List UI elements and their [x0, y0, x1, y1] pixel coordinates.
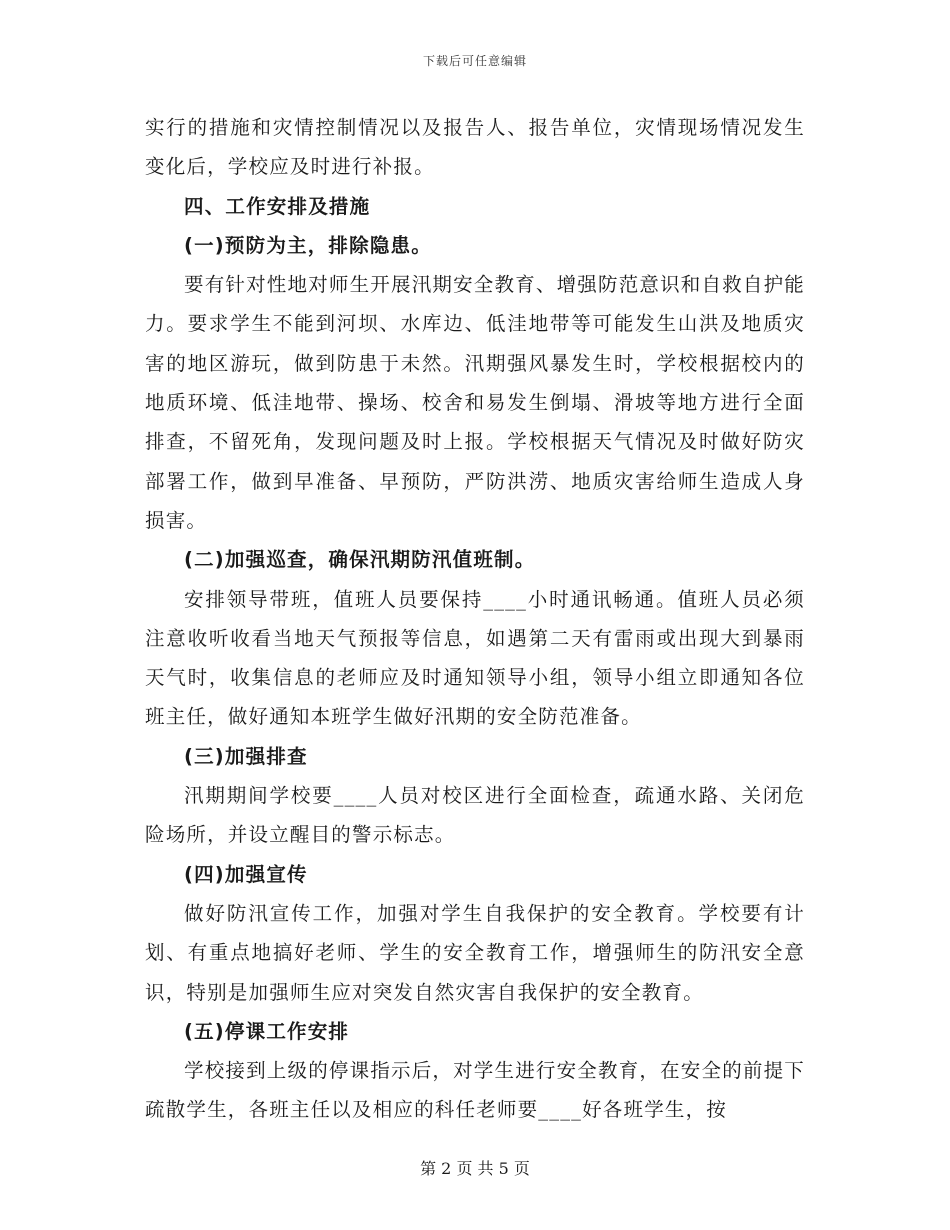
paragraph-inspection: 汛期期间学校要____人员对校区进行全面检查，疏通水路、关闭危险场所，并设立醒目的警示标志。 [145, 784, 805, 847]
subsection-heading-2: (二)加强巡查，确保汛期防汛值班制。 [184, 548, 536, 572]
paragraph-prevention: 要有针对性地对师生开展汛期安全教育、增强防范意识和自救自护能力。要求学生不能到河坝、水库边、低洼地带等可能发生山洪及地质灾害的地区游玩，做到防患于未然。汛期强风暴发生时，学校根据校内的地质环境、低洼地带、操场、校舍和易发生倒塌、滑坡等地方进行全面排查，不留死角，发现问题及时上报。学校根据天气情况及时做好防灾部署工作，做到早准备、早预防，严防洪涝、地质灾害给师生造成人身损害。 [145, 273, 806, 532]
section-heading-4: 四、工作安排及措施 [184, 194, 371, 218]
paragraph-publicity: 做好防汛宣传工作，加强对学生自我保护的安全教育。学校要有计划、有重点地搞好老师、学生的安全教育工作，增强师生的防汛安全意识，特别是加强师生应对突发自然灾害自我保护的安全教育。 [145, 901, 805, 1004]
paragraph-continued: 实行的措施和灾情控制情况以及报告人、报告单位，灾情现场情况发生变化后，学校应及时进行补报。 [145, 116, 805, 179]
paragraph-class-suspension: 学校接到上级的停课指示后，对学生进行安全教育，在安全的前提下疏散学生，各班主任以及相应的科任老师要____好各班学生，按 [145, 1059, 806, 1122]
subsection-heading-3: (三)加强排查 [184, 744, 308, 768]
paragraph-duty: 安排领导带班，值班人员要保持____小时通讯畅通。值班人员必须注意收听收看当地天气预报等信息，如遇第二天有雷雨或出现大到暴雨天气时，收集信息的老师应及时通知领导小组，领导小组立即通知各位班主任，做好通知本班学生做好汛期的安全防范准备。 [145, 587, 805, 729]
subsection-heading-4: (四)加强宣传 [184, 862, 308, 886]
subsection-heading-1: (一)预防为主，排除隐患。 [184, 233, 432, 257]
page-number: 第 2 页 共 5 页 [420, 1159, 530, 1178]
page-header: 下载后可任意编辑 [422, 54, 527, 68]
subsection-heading-5: (五)停课工作安排 [184, 1019, 350, 1043]
document-body [145, 108, 805, 1130]
